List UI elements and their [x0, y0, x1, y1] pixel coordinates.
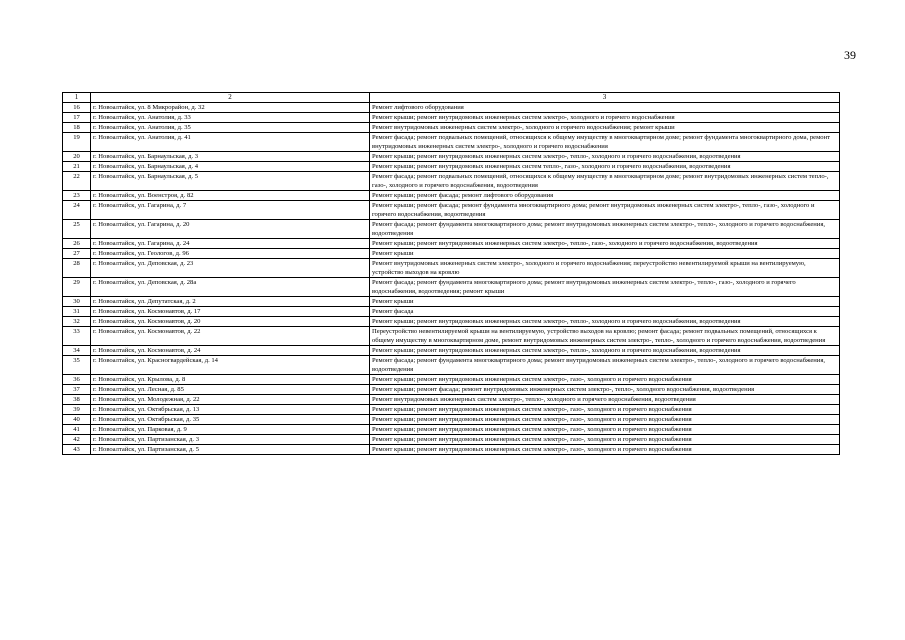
row-works: Ремонт крыши; ремонт внутридомовых инженерных систем электро-, газо-, холодного и горячего водоснабжения	[370, 415, 840, 425]
row-address: г. Новоалтайск, ул. Космонавтов, д. 24	[91, 346, 370, 356]
row-address: г. Новоалтайск, ул. Анатолия, д. 41	[91, 133, 370, 152]
table-row	[63, 201, 840, 220]
row-number: 40	[63, 415, 91, 425]
row-number: 30	[63, 297, 91, 307]
row-works: Ремонт крыши; ремонт внутридомовых инженерных систем электро-, газо-, холодного и горячего водоснабжения	[370, 425, 840, 435]
row-address: г. Новоалтайск, ул. Депутатская, д. 2	[91, 297, 370, 307]
row-address: г. Новоалтайск, ул. Космонавтов, д. 17	[91, 307, 370, 317]
row-address: г. Новоалтайск, ул. Красногвардейская, д. 14	[91, 356, 370, 375]
row-number: 21	[63, 162, 91, 172]
table-row	[63, 103, 840, 113]
table-row	[63, 395, 840, 405]
row-number: 37	[63, 385, 91, 395]
row-number: 23	[63, 191, 91, 201]
row-number: 17	[63, 113, 91, 123]
row-number: 27	[63, 249, 91, 259]
row-works: Ремонт фасада; ремонт фундамента многоквартирного дома; ремонт внутридомовых инженерных систем электро-, тепло-, газо-, холодного и горячего водоснабжения, водоотведения; ремонт крыши	[370, 278, 840, 297]
row-address: г. Новоалтайск, ул. Молодежная, д. 22	[91, 395, 370, 405]
table-row	[63, 375, 840, 385]
table-row	[63, 327, 840, 346]
table-row	[63, 435, 840, 445]
row-works: Ремонт лифтового оборудования	[370, 103, 840, 113]
row-works: Ремонт фасада; ремонт подвальных помещений, относящихся к общему имуществу в многоквартирном доме; ремонт фундамента многоквартирного дома, ремонт внутридомовых инженерных систем электро-, холодного и горячего водоснабжения	[370, 133, 840, 152]
row-address: г. Новоалтайск, ул. Лесная, д. 85	[91, 385, 370, 395]
row-number: 25	[63, 220, 91, 239]
row-works: Ремонт внутридомовых инженерных систем электро-, холодного и горячего водоснабжения; переустройство невентилируемой крыши на вентилируемую, устройство выходов на кровлю	[370, 259, 840, 278]
header-col-address: 2	[91, 93, 370, 103]
table-row	[63, 297, 840, 307]
row-number: 16	[63, 103, 91, 113]
header-col-number: 1	[63, 93, 91, 103]
row-works: Ремонт крыши; ремонт фасада; ремонт лифтового оборудования	[370, 191, 840, 201]
table-row	[63, 356, 840, 375]
table-row	[63, 133, 840, 152]
row-works: Ремонт крыши; ремонт внутридомовых инженерных систем тепло-, газо-, холодного и горячего водоснабжения, водоотведения	[370, 162, 840, 172]
row-number: 43	[63, 445, 91, 455]
works-table	[62, 92, 840, 455]
row-number: 42	[63, 435, 91, 445]
row-address: г. Новоалтайск, ул. 8 Микрорайон, д. 32	[91, 103, 370, 113]
row-works: Ремонт крыши; ремонт внутридомовых инженерных систем электро-, тепло-, холодного и горячего водоснабжения, водоотведения	[370, 346, 840, 356]
table-body	[63, 93, 840, 455]
row-works: Ремонт крыши; ремонт внутридомовых инженерных систем электро-, тепло-, газо-, холодного и горячего водоснабжения, водоотведения	[370, 239, 840, 249]
row-address: г. Новоалтайск, ул. Гагарина, д. 24	[91, 239, 370, 249]
row-number: 35	[63, 356, 91, 375]
row-works: Ремонт крыши	[370, 297, 840, 307]
row-works: Ремонт крыши; ремонт внутридомовых инженерных систем электро-, газо-, холодного и горячего водоснабжения	[370, 375, 840, 385]
table-row	[63, 123, 840, 133]
row-address: г. Новоалтайск, ул. Барнаульская, д. 3	[91, 152, 370, 162]
table-row	[63, 191, 840, 201]
row-number: 39	[63, 405, 91, 415]
table-row	[63, 220, 840, 239]
row-address: г. Новоалтайск, ул. Партизанская, д. 5	[91, 445, 370, 455]
row-address: г. Новоалтайск, ул. Октябрьская, д. 13	[91, 405, 370, 415]
row-works: Ремонт крыши; ремонт внутридомовых инженерных систем электро-, газо-, холодного и горячего водоснабжения	[370, 435, 840, 445]
row-address: г. Новоалтайск, ул. Крылова, д. 8	[91, 375, 370, 385]
row-address: г. Новоалтайск, ул. Космонавтов, д. 22	[91, 327, 370, 346]
row-address: г. Новоалтайск, ул. Военстроя, д. 82	[91, 191, 370, 201]
table-row	[63, 425, 840, 435]
table-row	[63, 259, 840, 278]
table-row	[63, 239, 840, 249]
row-works: Ремонт крыши; ремонт фасада; ремонт внутридомовых инженерных систем электро-, тепло-, холодного водоснабжения, водоотведения	[370, 385, 840, 395]
row-address: г. Новоалтайск, ул. Барнаульская, д. 5	[91, 172, 370, 191]
table-row	[63, 152, 840, 162]
row-address: г. Новоалтайск, ул. Гагарина, д. 20	[91, 220, 370, 239]
row-address: г. Новоалтайск, ул. Гагарина, д. 7	[91, 201, 370, 220]
row-number: 41	[63, 425, 91, 435]
row-address: г. Новоалтайск, ул. Барнаульская, д. 4	[91, 162, 370, 172]
table-row	[63, 113, 840, 123]
row-number: 18	[63, 123, 91, 133]
table-row	[63, 162, 840, 172]
table-row	[63, 278, 840, 297]
row-number: 29	[63, 278, 91, 297]
table-row	[63, 385, 840, 395]
row-works: Переустройство невентилируемой крыши на вентилируемую, устройство выходов на кровлю; ремонт фасада; ремонт подвальных помещений, относящихся к общему имуществу в многоквартирном доме, ремонт внутридомовых инженерных систем электро-, тепло-, холодного и горячего водоснабжения, водоотведения	[370, 327, 840, 346]
row-number: 28	[63, 259, 91, 278]
page-number: 39	[844, 48, 856, 62]
row-number: 31	[63, 307, 91, 317]
row-works: Ремонт фасада; ремонт фундамента многоквартирного дома; ремонт внутридомовых инженерных систем электро-, тепло-, холодного и горячего водоснабжения, водоотведения	[370, 220, 840, 239]
table-row	[63, 415, 840, 425]
table-row	[63, 445, 840, 455]
row-works: Ремонт внутридомовых инженерных систем электро-, тепло-, холодного и горячего водоснабжения, водоотведения	[370, 395, 840, 405]
table-row	[63, 249, 840, 259]
row-number: 34	[63, 346, 91, 356]
row-works: Ремонт крыши; ремонт фасада; ремонт фундамента многоквартирного дома; ремонт внутридомовых инженерных систем электро-, тепло-, газо-, холодного и горячего водоснабжения, водоотведения	[370, 201, 840, 220]
row-address: г. Новоалтайск, ул. Партизанская, д. 3	[91, 435, 370, 445]
row-address: г. Новоалтайск, ул. Космонавтов, д. 20	[91, 317, 370, 327]
table-row	[63, 317, 840, 327]
header-col-works: 3	[370, 93, 840, 103]
table-row	[63, 346, 840, 356]
row-number: 26	[63, 239, 91, 249]
row-address: г. Новоалтайск, ул. Парковая, д. 9	[91, 425, 370, 435]
row-number: 22	[63, 172, 91, 191]
row-number: 32	[63, 317, 91, 327]
row-works: Ремонт крыши; ремонт внутридомовых инженерных систем электро-, газо-, холодного и горячего водоснабжения	[370, 405, 840, 415]
row-number: 38	[63, 395, 91, 405]
row-address: г. Новоалтайск, ул. Деповская, д. 23	[91, 259, 370, 278]
table-row	[63, 307, 840, 317]
row-works: Ремонт внутридомовых инженерных систем электро-, холодного и горячего водоснабжения; ремонт крыши	[370, 123, 840, 133]
row-number: 19	[63, 133, 91, 152]
row-address: г. Новоалтайск, ул. Геологов, д. 96	[91, 249, 370, 259]
row-number: 36	[63, 375, 91, 385]
row-works: Ремонт фасада; ремонт фундамента многоквартирного дома; ремонт внутридомовых инженерных систем электро-, тепло-, холодного и горячего водоснабжения, водоотведения	[370, 356, 840, 375]
row-address: г. Новоалтайск, ул. Анатолия, д. 35	[91, 123, 370, 133]
row-number: 20	[63, 152, 91, 162]
row-address: г. Новоалтайск, ул. Октябрьская, д. 35	[91, 415, 370, 425]
table-header-row	[63, 93, 840, 103]
table-row	[63, 405, 840, 415]
row-works: Ремонт фасада; ремонт подвальных помещений, относящихся к общему имуществу в многоквартирном доме; ремонт внутридомовых инженерных систем тепло-, газо-, холодного и горячего водоснабжения, водоотведения	[370, 172, 840, 191]
row-works: Ремонт крыши; ремонт внутридомовых инженерных систем электро-, газо-, холодного и горячего водоснабжения	[370, 445, 840, 455]
row-works: Ремонт фасада	[370, 307, 840, 317]
row-works: Ремонт крыши; ремонт внутридомовых инженерных систем электро-, тепло-, холодного и горячего водоснабжения, водоотведения	[370, 152, 840, 162]
row-number: 24	[63, 201, 91, 220]
table-row	[63, 172, 840, 191]
row-works: Ремонт крыши	[370, 249, 840, 259]
row-address: г. Новоалтайск, ул. Деповская, д. 28а	[91, 278, 370, 297]
row-works: Ремонт крыши; ремонт внутридомовых инженерных систем электро-, тепло-, холодного и горячего водоснабжения, водоотведения	[370, 317, 840, 327]
row-works: Ремонт крыши; ремонт внутридомовых инженерных систем электро-, холодного и горячего водоснабжения	[370, 113, 840, 123]
row-number: 33	[63, 327, 91, 346]
row-address: г. Новоалтайск, ул. Анатолия, д. 33	[91, 113, 370, 123]
